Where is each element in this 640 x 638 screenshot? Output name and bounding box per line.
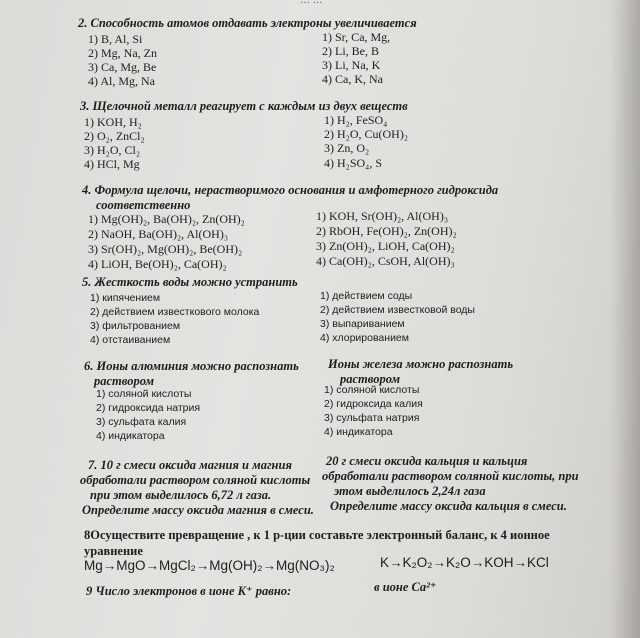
q5-left-option-1: 1) кипячением	[90, 292, 161, 304]
q2-right-option-2: 2) Li, Be, B	[322, 44, 379, 58]
q3-left-option-2: 2) O₂, ZnCl₂	[84, 129, 145, 143]
question-2-title: 2. Способность атомов отдавать электроны увеличивается	[78, 16, 417, 30]
q7-left-line-1: 7. 10 г смеси оксида магния и магния	[88, 458, 292, 472]
q2-left-option-3: 3) Ca, Mg, Be	[88, 60, 157, 74]
q4-left-option-2: 2) NaOH, Ba(OH)₂, Al(OH)₃	[88, 227, 229, 241]
q2-right-option-1: 1) Sr, Ca, Mg,	[322, 30, 391, 44]
question-6-right-title: Ионы железа можно распознать	[328, 357, 514, 371]
q6-right-option-2: 2) гидроксида калия	[324, 398, 423, 410]
question-6-right-title-cont: раствором	[340, 372, 401, 386]
q7-right-line-2: обработали раствором соляной кислоты, при	[322, 469, 579, 483]
question-5-title: 5. Жесткость воды можно устранить	[82, 275, 298, 289]
q3-right-option-1: 1) H₂, FeSO₄	[324, 113, 388, 127]
q8-chain-potassium: K→K₂O₂→K₂O→KOH→KCl	[380, 555, 549, 570]
page-edge-shadow	[610, 0, 640, 638]
cut-off-top-text: … …	[300, 0, 323, 6]
question-6-left-title-cont: раствором	[94, 374, 155, 388]
q2-right-option-3: 3) Li, Na, K	[322, 58, 381, 72]
q4-right-option-1: 1) KOH, Sr(OH)₂, Al(OH)₃	[316, 209, 449, 223]
q6-left-option-3: 3) сульфата калия	[96, 416, 187, 428]
question-8-title-cont: уравнение	[84, 544, 143, 558]
q4-left-option-1: 1) Mg(OH)₂, Ba(OH)₂, Zn(OH)₂	[88, 212, 245, 226]
q4-left-option-3: 3) Sr(OH)₂, Mg(OH)₂, Be(OH)₂	[88, 242, 243, 256]
question-8-title: 8Осуществите превращение , к 1 р-ции составьте электронный баланс, к 4 ионное	[84, 528, 550, 542]
q7-right-line-4: Определите массу оксида кальция в смеси.	[330, 499, 567, 513]
q5-right-option-4: 4) хлорированием	[320, 332, 409, 344]
q5-left-option-2: 2) действием известкового молока	[90, 306, 260, 318]
q2-left-option-1: 1) B, Al, Si	[88, 32, 143, 46]
q3-right-option-4: 4) H₂SO₄, S	[324, 156, 383, 170]
q4-right-option-4: 4) Ca(OH)₂, CsOH, Al(OH)₃	[316, 254, 455, 268]
q4-right-option-2: 2) RbOH, Fe(OH)₂, Zn(OH)₂	[316, 224, 457, 238]
q8-chain-magnesium: Mg→MgO→MgCl₂→Mg(OH)₂→Mg(NO₃)₂	[84, 558, 335, 573]
q6-right-option-3: 3) сульфата натрия	[324, 412, 420, 424]
question-6-left-title: 6. Ионы алюминия можно распознать	[84, 359, 299, 373]
question-9-right: в ионе Ca²⁺	[374, 580, 437, 594]
q7-right-line-1: 20 г смеси оксида кальция и кальция	[326, 454, 528, 468]
q7-left-line-4: Определите массу оксида магния в смеси.	[82, 503, 314, 517]
q4-right-option-3: 3) Zn(OH)₂, LiOH, Ca(OH)₂	[316, 239, 455, 253]
q3-left-option-1: 1) KOH, H₂	[84, 115, 142, 129]
q3-right-option-3: 3) Zn, O₂	[324, 141, 370, 155]
q5-left-option-3: 3) фильтрованием	[90, 320, 181, 332]
q5-right-option-3: 3) выпариванием	[320, 318, 405, 330]
question-4-title-cont: соответственно	[96, 198, 191, 212]
question-9-left: 9 Число электронов в ионе K⁺ равно:	[86, 584, 292, 598]
q6-left-option-1: 1) соляной кислоты	[96, 388, 192, 400]
question-3-title: 3. Щелочной металл реагирует с каждым из двух веществ	[80, 99, 408, 113]
q6-left-option-4: 4) индикатора	[96, 430, 165, 442]
question-4-title: 4. Формула щелочи, нерастворимого основания и амфотерного гидроксида	[82, 183, 499, 197]
q6-right-option-4: 4) индикатора	[324, 426, 393, 438]
q3-left-option-4: 4) HCl, Mg	[84, 157, 140, 171]
q5-right-option-2: 2) действием известковой воды	[320, 304, 475, 316]
q7-right-line-3: этом выделилось 2,24л газа	[334, 484, 486, 498]
q2-left-option-2: 2) Mg, Na, Zn	[88, 46, 157, 60]
q2-left-option-4: 4) Al, Mg, Na	[88, 74, 155, 88]
q7-left-line-2: обработали раствором соляной кислоты	[80, 473, 311, 487]
q5-left-option-4: 4) отстаиванием	[90, 334, 171, 346]
q7-left-line-3: при этом выделилось 6,72 л газа.	[90, 488, 272, 502]
q6-right-option-1: 1) соляной кислоты	[324, 384, 420, 396]
q6-left-option-2: 2) гидроксида натрия	[96, 402, 201, 414]
q3-left-option-3: 3) H₂O, Cl₂	[84, 143, 141, 157]
q5-right-option-1: 1) действием соды	[320, 290, 413, 302]
q2-right-option-4: 4) Ca, K, Na	[322, 72, 383, 86]
q3-right-option-2: 2) H₂O, Cu(OH)₂	[324, 127, 409, 141]
q4-left-option-4: 4) LiOH, Be(OH)₂, Ca(OH)₂	[88, 257, 227, 271]
